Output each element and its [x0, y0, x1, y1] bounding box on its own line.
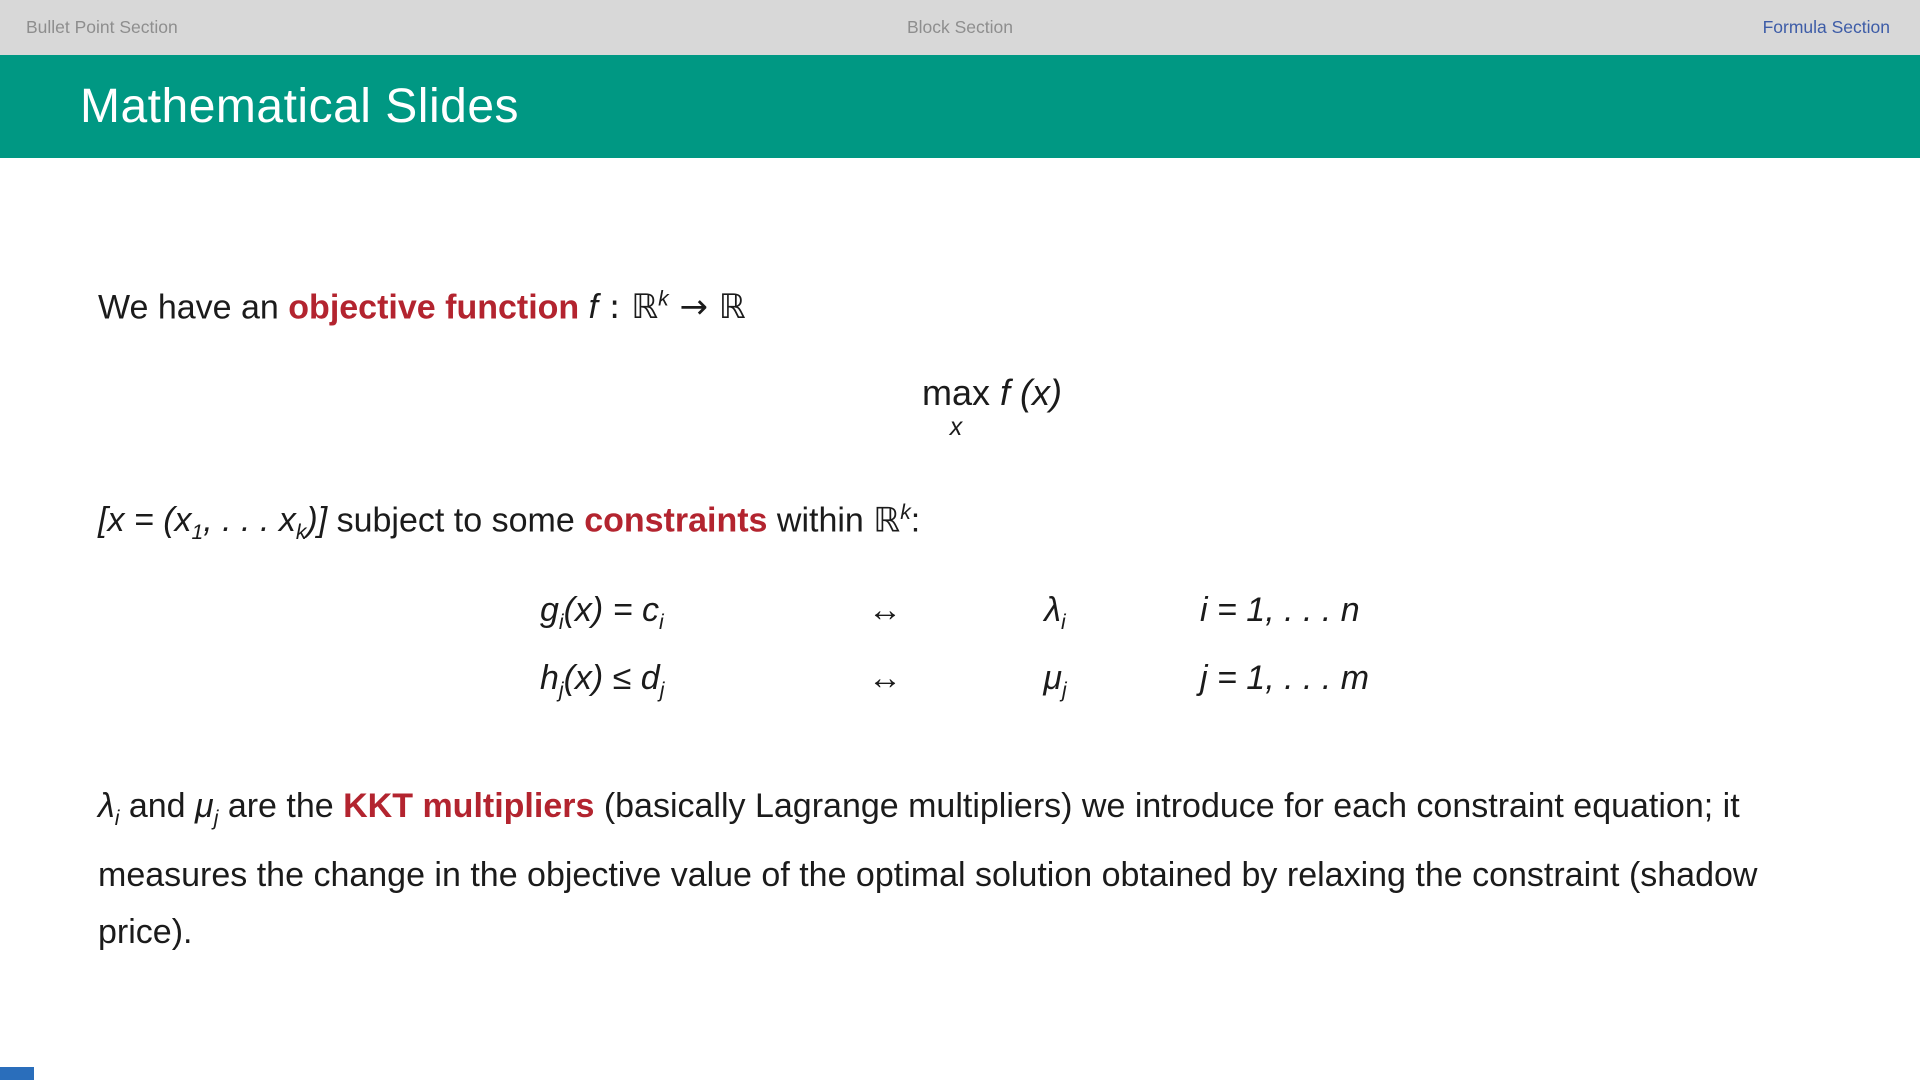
para-text-2: are the: [218, 787, 344, 825]
line2-text2: within: [767, 501, 874, 540]
corner-accent: [0, 1067, 34, 1080]
nav-section-bullet-point[interactable]: Bullet Point Section: [26, 17, 178, 37]
line2-vector-math: [$x = (x_1$, . . . $x_k$)]: [98, 501, 328, 545]
line2-alert-constraints: constraints: [584, 501, 768, 540]
constraints-intro-line: [98, 491, 920, 555]
line2-text1: subject to some: [327, 501, 585, 540]
line2-sup: k: [900, 501, 911, 524]
leftrightarrow-symbol: ↔: [868, 591, 902, 629]
constraints-table: [540, 591, 1369, 727]
nav-section-formula[interactable]: Formula Section: [1762, 17, 1890, 37]
equality-equation: $g_i(x) = c_i$: [540, 591, 664, 634]
para-text-1: and: [119, 787, 196, 825]
para-text-3: (basically Lagrange multipliers) we introduce for each constraint equation; it measures the change in the objective value of the optimal solution obtained by relaxing the constraint (shadow price).: [98, 787, 1758, 951]
max-operator: max: [922, 372, 991, 413]
slide-title: Mathematical Slides: [80, 80, 520, 133]
line1-alert-objective-function: objective function: [288, 288, 580, 327]
nav-section-block[interactable]: Block Section: [906, 17, 1014, 37]
inequality-index-range: j = 1, . . . m: [1200, 659, 1370, 697]
kkt-explanation-paragraph: [98, 778, 1758, 961]
mu-j-inline: $\mu_j$: [195, 787, 219, 830]
constraint-row-equality: [540, 591, 1369, 635]
line1-math: f : ℝ$^k$ → ℝ: [588, 287, 746, 328]
mu-multiplier: $\mu_j$: [1043, 659, 1067, 702]
frame-title-bar: [0, 55, 1920, 158]
line2-set: ℝ: [873, 500, 901, 541]
equality-index-range: i = 1, . . . n: [1200, 591, 1360, 629]
section-navigation-bar: [0, 0, 1920, 55]
lambda-multiplier: $\lambda_i$: [1044, 591, 1066, 634]
leftrightarrow-symbol: ↔: [868, 659, 902, 697]
line2-colon: :: [910, 501, 921, 540]
constraint-row-inequality: [540, 659, 1369, 703]
max-formula: [0, 372, 1920, 440]
inequality-equation: $h_j(x) \le d_j$: [540, 659, 665, 702]
objective-function-line: [98, 278, 746, 329]
max-subscript: x: [949, 413, 963, 441]
max-expression: f (x): [1000, 372, 1062, 413]
line1-text: We have an: [98, 288, 289, 327]
lambda-i-inline: $\lambda_i$: [98, 787, 120, 830]
para-alert-kkt-multipliers: KKT multipliers: [343, 787, 595, 825]
